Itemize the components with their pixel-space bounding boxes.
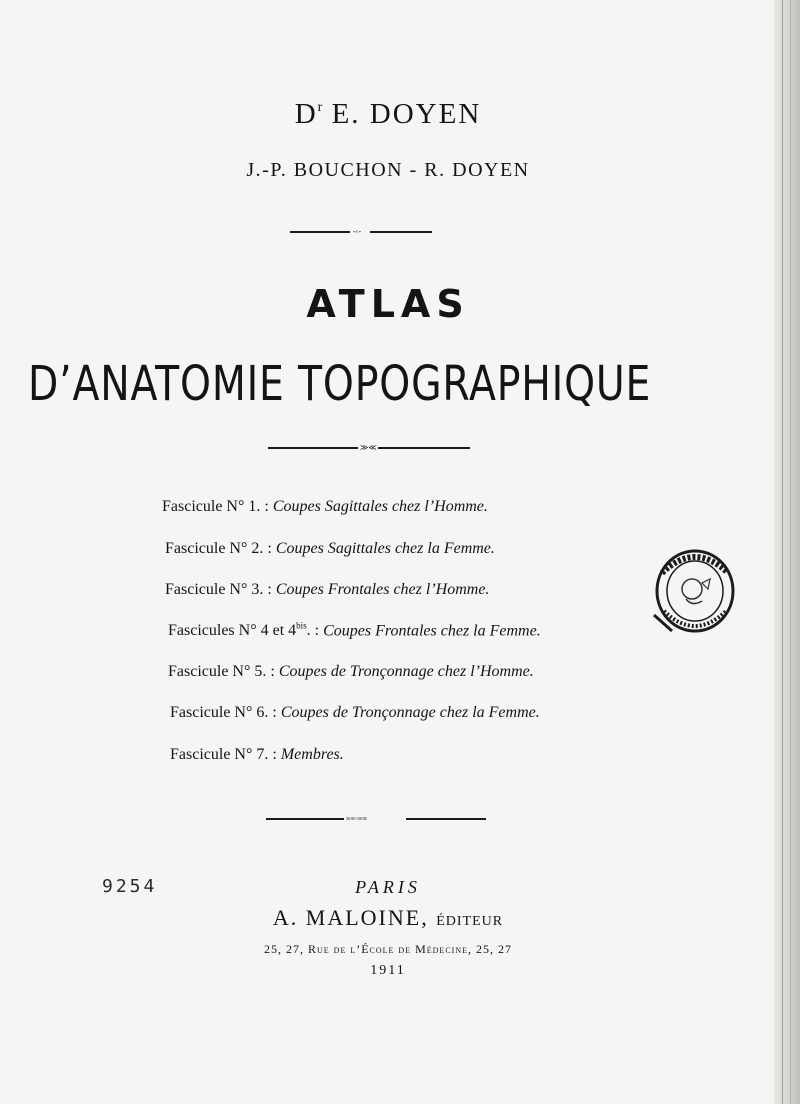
- publisher-name: A. MALOINE,: [272, 905, 429, 930]
- imprint-city: PARIS: [355, 877, 421, 897]
- fascicle-label: Fascicule N° 6. :: [170, 704, 277, 721]
- series-title: ATLAS: [306, 282, 470, 326]
- imprint-address: 25, 27, Rue de l’École de Médecine, 25, 27: [264, 942, 512, 956]
- fascicle-title: Coupes Sagittales chez la Femme.: [275, 540, 495, 557]
- main-title: D’ANATOMIE TOPOGRAPHIQUE: [28, 356, 652, 412]
- imprint-publisher: [0, 905, 776, 931]
- fascicle-label: Fascicule N° 5. :: [168, 663, 275, 680]
- ornament-rule-top: -◦-: [290, 228, 432, 236]
- fascicle-label-main: Fascicules N° 4 et 4: [168, 622, 297, 640]
- fascicle-item: [168, 621, 541, 640]
- fascicle-label: Fascicule N° 7. :: [170, 746, 277, 763]
- fascicle-title: Coupes Sagittales chez l’Homme.: [272, 498, 488, 515]
- author-prefix-sup: r: [317, 100, 323, 115]
- ornament-rule-bottom: ≡≡◦≡≡: [266, 815, 486, 823]
- fascicle-item: [170, 746, 344, 764]
- ornament-rule-middle: ≫≪: [268, 444, 470, 452]
- fascicle-item: [170, 704, 540, 722]
- fascicle-title: Coupes de Tronçonnage chez la Femme.: [280, 704, 540, 721]
- fascicle-item: [165, 581, 489, 599]
- library-stamp-icon: [652, 545, 738, 637]
- fascicle-title: Membres.: [280, 746, 344, 763]
- fascicle-item: [162, 498, 488, 516]
- fascicle-title: Coupes Frontales chez l’Homme.: [275, 581, 490, 598]
- fascicle-title: Coupes de Tronçonnage chez l’Homme.: [278, 663, 534, 680]
- fascicle-item: [165, 540, 495, 558]
- catalog-number: 9254: [102, 876, 158, 897]
- fascicle-label: Fascicule N° 2. :: [165, 540, 272, 557]
- author-name: E. DOYEN: [331, 98, 482, 130]
- fascicle-item: [168, 663, 534, 681]
- imprint-year: 1911: [370, 963, 406, 978]
- author-prefix: D: [294, 98, 318, 130]
- fascicle-label: Fascicule N° 1. :: [162, 498, 269, 515]
- publisher-role: ÉDITEUR: [436, 914, 504, 929]
- coauthors-line: J.-P. BOUCHON - R. DOYEN: [246, 159, 530, 181]
- fascicle-label-end: . :: [306, 622, 320, 640]
- fascicle-label: Fascicule N° 3. :: [165, 581, 272, 598]
- fascicle-title: Coupes Frontales chez la Femme.: [323, 622, 541, 640]
- fascicle-label: [168, 622, 319, 639]
- fascicle-label-sup: bis: [296, 621, 307, 631]
